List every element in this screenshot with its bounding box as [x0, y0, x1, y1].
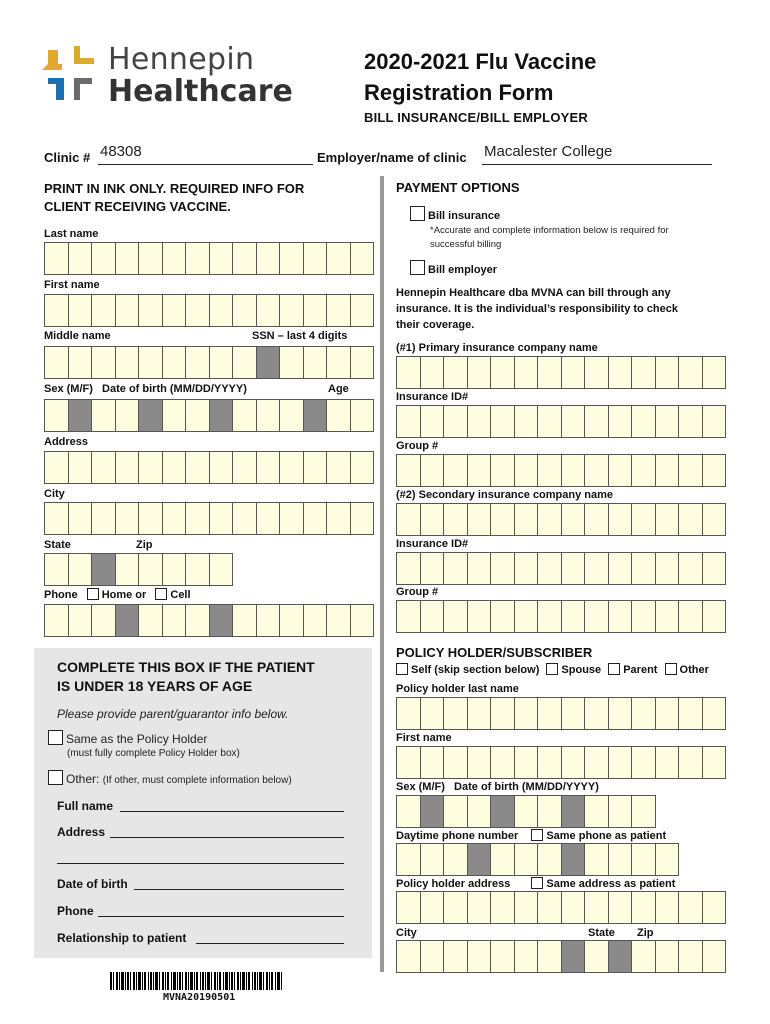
policy-address-label: Policy holder address [396, 878, 511, 890]
employer-field[interactable] [482, 143, 712, 165]
barcode-icon [110, 972, 282, 990]
policy-last-name-label: Policy holder last name [396, 683, 519, 695]
phone-grid[interactable] [44, 604, 374, 637]
policy-first-name-label: First name [396, 732, 452, 744]
title-line-1: 2020-2021 Flu Vaccine [364, 49, 597, 74]
policy-state-label: State [588, 927, 615, 939]
other-note: (If other, must complete information below) [102, 775, 292, 786]
minor-phone-field[interactable] [98, 903, 344, 917]
same-as-note: (must fully complete Policy Holder box) [67, 748, 240, 759]
clinic-number-field[interactable] [98, 143, 313, 165]
minor-heading-line-2: IS UNDER 18 YEARS OF AGE [57, 678, 253, 694]
group2-label: Group # [396, 586, 439, 598]
state-label: State [44, 539, 71, 551]
last-name-grid[interactable] [44, 242, 374, 275]
full-name-label: Full name [57, 799, 114, 813]
other-label: Other: [66, 772, 100, 786]
policy-address-grid[interactable] [396, 891, 726, 924]
disclaimer-line-2: insurance. It is the individual’s responsibility to check [396, 303, 678, 315]
instructions [44, 180, 304, 216]
policy-first-name-grid[interactable] [396, 746, 726, 779]
policy-phone-grid[interactable] [396, 843, 679, 876]
primary-insurance-label: (#1) Primary insurance company name [396, 342, 598, 354]
same-as-checkbox[interactable] [48, 730, 63, 745]
logo-word-healthcare: Healthcare [108, 74, 293, 109]
billing-disclaimer [396, 285, 678, 333]
middle-name-ssn-grid[interactable] [44, 346, 374, 379]
policy-other-label: Other [679, 664, 709, 676]
insurance-id-grid[interactable] [396, 405, 726, 438]
policy-last-name-grid[interactable] [396, 697, 726, 730]
relationship-label: Relationship to patient [57, 931, 187, 945]
logo-word-hennepin: Hennepin [108, 42, 255, 77]
zip-label: Zip [136, 539, 153, 551]
first-name-label: First name [44, 279, 100, 291]
minor-address-field-2[interactable] [57, 850, 344, 864]
other-checkbox[interactable] [48, 770, 63, 785]
insurance-id2-grid[interactable] [396, 552, 726, 585]
same-phone-label: Same phone as patient [546, 830, 667, 842]
same-as-label: Same as the Policy Holder [66, 732, 208, 746]
group-grid[interactable] [396, 454, 726, 487]
minor-address-field[interactable] [110, 824, 344, 838]
ssn-label: SSN – last 4 digits [252, 330, 348, 342]
bill-employer-checkbox[interactable] [410, 260, 425, 275]
city-label: City [44, 488, 65, 500]
policy-city-state-zip-grid[interactable] [396, 940, 726, 973]
disclaimer-line-1: Hennepin Healthcare dba MVNA can bill through any [396, 287, 671, 299]
insurance-id2-label: Insurance ID# [396, 538, 469, 550]
minor-dob-field[interactable] [134, 876, 344, 890]
spouse-checkbox[interactable] [546, 663, 558, 675]
minor-box-heading [57, 658, 315, 696]
cell-checkbox[interactable] [155, 588, 167, 600]
last-name-label: Last name [44, 228, 99, 240]
cell-label: Cell [170, 589, 191, 601]
disclaimer-line-3: their coverage. [396, 319, 475, 331]
same-address-checkbox[interactable] [531, 877, 543, 889]
instructions-line-2: CLIENT RECEIVING VACCINE. [44, 199, 231, 214]
clinic-label: Clinic # [44, 150, 91, 165]
primary-insurance-grid[interactable] [396, 356, 726, 389]
title-line-2: Registration Form [364, 80, 554, 105]
bill-insurance-checkbox[interactable] [410, 206, 425, 221]
policy-zip-label: Zip [637, 927, 654, 939]
minor-address-label: Address [57, 825, 106, 839]
minor-heading-line-1: COMPLETE THIS BOX IF THE PATIENT [57, 659, 315, 675]
secondary-insurance-label: (#2) Secondary insurance company name [396, 489, 614, 501]
self-checkbox[interactable] [396, 663, 408, 675]
spouse-label: Spouse [561, 664, 602, 676]
bill-insurance-label: Bill insurance [428, 210, 501, 222]
other-row [48, 770, 292, 786]
payment-heading: PAYMENT OPTIONS [396, 180, 520, 195]
logo-mark-icon [42, 42, 112, 104]
address-label: Address [44, 436, 89, 448]
bill-employer-label: Bill employer [428, 264, 498, 276]
bill-insurance-row [410, 206, 500, 222]
first-name-grid[interactable] [44, 294, 374, 327]
self-label: Self (skip section below) [411, 664, 540, 676]
insurance-id-label: Insurance ID# [396, 391, 469, 403]
clinic-number-value: 48308 [100, 143, 142, 160]
secondary-insurance-grid[interactable] [396, 503, 726, 536]
minor-phone-label: Phone [57, 904, 94, 918]
instructions-line-1: PRINT IN INK ONLY. REQUIRED INFO FOR [44, 181, 305, 196]
form-title [364, 46, 744, 108]
policy-city-label: City [396, 927, 417, 939]
policy-relationship-row [396, 663, 709, 676]
home-or-label: Home or [101, 589, 147, 601]
home-checkbox[interactable] [87, 588, 99, 600]
parent-label: Parent [623, 664, 658, 676]
same-as-row [48, 730, 207, 746]
sex-dob-label: Sex (M/F) Date of birth (MM/DD/YYYY) [44, 383, 247, 395]
same-address-label: Same address as patient [546, 878, 676, 890]
policy-sex-dob-grid[interactable] [396, 795, 656, 828]
city-grid[interactable] [44, 502, 374, 535]
policy-heading: POLICY HOLDER/SUBSCRIBER [396, 645, 593, 660]
full-name-field[interactable] [120, 798, 344, 812]
state-zip-grid[interactable] [44, 553, 233, 586]
phone-label-row [44, 588, 191, 601]
same-phone-checkbox[interactable] [531, 829, 543, 841]
policy-address-row [396, 877, 675, 890]
parent-checkbox[interactable] [608, 663, 620, 675]
address-grid[interactable] [44, 451, 374, 484]
group-label: Group # [396, 440, 439, 452]
policy-phone-label: Daytime phone number [396, 830, 519, 842]
column-divider [380, 176, 384, 972]
bill-insurance-note-line-1: *Accurate and complete information below is required for [430, 225, 669, 236]
group2-grid[interactable] [396, 600, 726, 633]
relationship-field[interactable] [196, 930, 344, 944]
minor-dob-label: Date of birth [57, 877, 128, 891]
bill-insurance-note-line-2: successful billing [430, 239, 502, 250]
sex-dob-age-grid[interactable] [44, 399, 374, 432]
minor-intro: Please provide parent/guarantor info below. [57, 707, 289, 721]
barcode-text: MVNA20190501 [163, 992, 236, 1003]
bill-insurance-note [430, 224, 669, 252]
phone-label: Phone [44, 589, 78, 601]
form-subtitle: BILL INSURANCE/BILL EMPLOYER [364, 110, 588, 125]
employer-label: Employer/name of clinic [317, 150, 467, 165]
age-label: Age [328, 383, 349, 395]
policy-sex-dob-label: Sex (M/F) Date of birth (MM/DD/YYYY) [396, 781, 599, 793]
employer-value: Macalester College [484, 143, 613, 160]
middle-name-label: Middle name [44, 330, 111, 342]
policy-phone-row [396, 829, 666, 842]
policy-other-checkbox[interactable] [665, 663, 677, 675]
bill-employer-row [410, 260, 497, 276]
